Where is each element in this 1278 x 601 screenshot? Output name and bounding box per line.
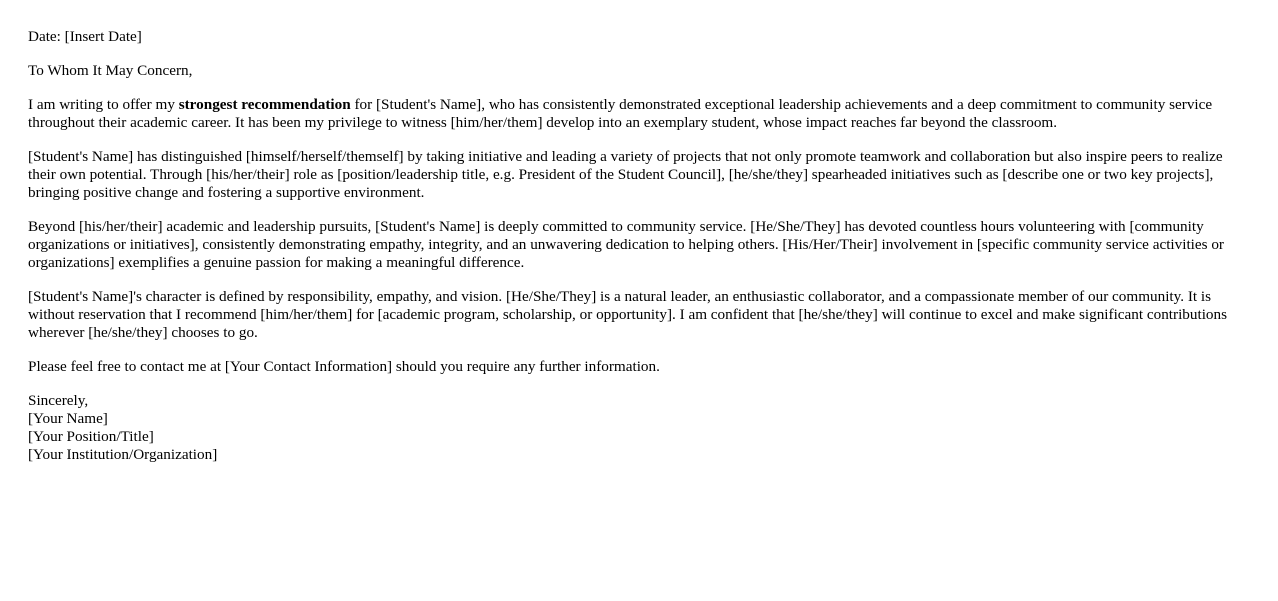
paragraph-intro	[28, 96, 1250, 132]
recommendation-letter	[28, 28, 1250, 464]
paragraph-character: [Student's Name]'s character is defined by responsibility, empathy, and vision. [He/She/They] is a natural leader, an enthusiastic collaborator, and a compassionate member of our community. It is without reservation that I recommend [him/her/them] for [academic program, scholarship, or opportunity]. I am confident that [he/she/they] will continue to excel and make significant contributions wherever [he/she/they] chooses to go.	[28, 288, 1228, 341]
date-line: Date: [Insert Date]	[28, 28, 142, 45]
paragraph-intro-rest: for [Student's Name], who has consistently demonstrated exceptional leadership achievements and a deep commitment to community service throughout their academic career. It has been my privilege to witness [him/her/them] develop into an exemplary student, whose impact reaches far beyond the classroom.	[28, 96, 1213, 131]
emphasis-strongest-recommendation: strongest recommendation	[178, 96, 351, 113]
closing: Sincerely,	[28, 392, 89, 409]
salutation: To Whom It May Concern,	[28, 62, 193, 79]
signature-name: [Your Name]	[28, 410, 108, 427]
paragraph-leadership: [Student's Name] has distinguished [himself/herself/themself] by taking initiative and leading a variety of projects that not only promote teamwork and collaboration but also inspire peers to realize their own potential. Through [his/her/their] role as [position/leadership title, e.g. President of the Student Council], [he/she/they] spearheaded initiatives such as [describe one or two key projects], bringing positive change and fostering a supportive environment.	[28, 148, 1223, 201]
paragraph-intro-lead: I am writing to offer my	[28, 96, 179, 113]
paragraph-contact: Please feel free to contact me at [Your Contact Information] should you require any further information.	[28, 358, 660, 375]
closing-block	[28, 392, 1250, 464]
signature-organization: [Your Institution/Organization]	[28, 446, 218, 463]
paragraph-community-service: Beyond [his/her/their] academic and leadership pursuits, [Student's Name] is deeply committed to community service. [He/She/They] has devoted countless hours volunteering with [community organizations or initiatives], consistently demonstrating empathy, integrity, and an unwavering dedication to helping others. [His/Her/Their] involvement in [specific community service activities or organizations] exemplifies a genuine passion for making a meaningful difference.	[28, 218, 1224, 271]
signature-title: [Your Position/Title]	[28, 428, 154, 445]
